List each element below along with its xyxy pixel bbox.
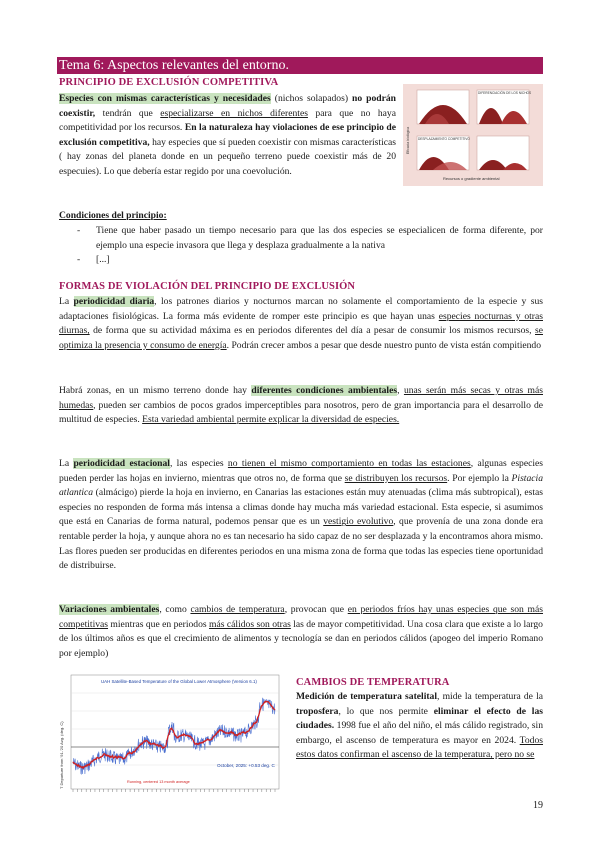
text-span: , algunas especies pueden perder las hojas en invierno, mientras que otros no, de forma que bbox=[59, 458, 544, 484]
paragraph-environmental-variations bbox=[59, 603, 543, 661]
text-span: , los patrones diarios y nocturnos marcan no solamente el comportamiento de la especie y sus adaptaciones fisiológicas. La forma más evidente de romper este principio es que hayan unas bbox=[59, 296, 543, 322]
text-span: Habrá zonas, en un mismo terreno donde hay bbox=[59, 385, 252, 396]
paragraph-environmental-conditions bbox=[59, 384, 543, 428]
bold-text: no podrán coexistir, bbox=[59, 93, 396, 119]
text-span: tendrán que bbox=[95, 107, 161, 119]
highlight-text: periodicidad diaria bbox=[73, 296, 155, 307]
chart-x-ticks bbox=[73, 789, 275, 792]
figure1-x-label: Recursos o gradiente ambiental bbox=[443, 176, 500, 181]
underlined-text: vestigio evolutivo bbox=[323, 516, 394, 528]
temperature-chart-svg bbox=[57, 671, 282, 803]
text-span: de forma que su actividad máxima es en periodos diferentes del día a pesar de consumir los mismos recursos, bbox=[89, 325, 535, 337]
underlined-text: en periodos fríos hay unas especies que son más competitivas bbox=[59, 604, 543, 630]
text-span: La bbox=[59, 458, 74, 469]
paragraph-exclusion bbox=[59, 92, 396, 180]
text-span: , que provenía de una zona donde era rentable perder la hoja, y aunque ahora no es tan necesario ha sido capaz de no ser desplazada y la encontramos ahora mismo. Las flores pueden ser producidas en diferentes periodos en una misma zona de forma que todas las especies tiene oportunidad de distribuirse. bbox=[59, 516, 543, 572]
section-heading-temperature: CAMBIOS DE TEMPERATURA bbox=[296, 677, 450, 688]
figure1-label-mid-left: DESPLAZAMIENTO COMPETITIVO bbox=[418, 137, 470, 141]
chart-title bbox=[101, 679, 257, 684]
text-span: , mide la temperatura de la bbox=[437, 691, 543, 702]
bold-text: En la naturaleza hay violaciones de ese principio de exclusión competitiva, bbox=[59, 122, 396, 148]
text-span: , las especies bbox=[169, 458, 228, 469]
text-span: para que no haya competitividad por los recursos. bbox=[59, 107, 396, 134]
running-average-label: Running, centered 13 month average bbox=[127, 780, 190, 784]
underlined-text: se distribuyen los recursos bbox=[344, 472, 448, 484]
bullet-dash: - bbox=[77, 254, 81, 265]
italic-text: Pistacia atlantica bbox=[59, 472, 543, 499]
satellite-temperature-figure bbox=[57, 671, 282, 803]
text-span: 1998 fue el año del niño, el más cálido registrado, sin embargo, el ascenso de temperatura es mayor en 2024. bbox=[296, 720, 543, 746]
text-span: hay especies que sí pueden coexistir con mismas características ( hay zonas del planeta donde en un pequeño terreno puede coexistir más de 20 especuies). Lo que debería estar regido por una coevolución. bbox=[59, 136, 396, 177]
conditions-label: Condiciones del principio: bbox=[59, 210, 167, 221]
highlight-text: Especies con mismas características y necesidades bbox=[59, 93, 271, 104]
text-span: . Podrán crecer ambos a pesar que desde nuestro punto de vista están compitiendo bbox=[226, 339, 542, 351]
paragraph-daily-periodicity bbox=[59, 295, 543, 353]
text-span: (almácigo) pierde la hoja en invierno, en Canarias las estaciones están muy atenuadas (clima más subtropical), estas especies no responden de forma más intensa a climas donde hay mucha más variedad estacional. Esta especie, si asumimos que está en Canarias de forma natural, podemos pensar que es un bbox=[59, 487, 543, 528]
text-span: , pueden ser cambios de pocos grados imperceptibles para nosotros, pero de gran importancia para el desarrollo de multitud de especies. bbox=[59, 399, 543, 426]
condition-item-1 bbox=[77, 224, 543, 254]
underlined-text: especializarse en nichos diferentes bbox=[160, 107, 308, 119]
text-span: las de mayor competitividad. Una cosa clara que existe a lo largo de los últimos años es que el crecimiento de alimentos y tecnología se dan en periodos cálidos (apogeo del imperio Romano por ejemplo) bbox=[59, 618, 543, 659]
text-span: , provocan que bbox=[284, 604, 348, 615]
text-span: , lo que nos permite bbox=[338, 705, 434, 717]
figure1-y-label: Eficacia biológica bbox=[406, 126, 410, 154]
condition-text: [...] bbox=[96, 254, 110, 265]
condition-text: Tiene que haber pasado un tiempo necesario para que las dos especies se especialicen de forma diferente, por ejemplo una especie invasora que llega y desplaza gradualmente a la nativa bbox=[96, 225, 543, 251]
highlight-text: diferentes condiciones ambientales bbox=[251, 385, 398, 396]
underlined-text: unas serán más secas y otras más humedas bbox=[59, 385, 543, 411]
chart-title-text: UAH Satellite-Based Temperature of the Global Lower Atmosphere (Version 6.1) bbox=[101, 679, 257, 684]
figure1-label-top-right: DIFERENCIACIÓN DE LOS NICHOS bbox=[478, 91, 532, 95]
underlined-text: Todos estos datos confirman el ascenso de la temperatura, pero no se bbox=[296, 734, 543, 761]
chart-annotation: October, 2025: +0.53 deg. C bbox=[217, 763, 275, 768]
text-span: mientras que en periodos bbox=[108, 618, 210, 630]
text-span: La bbox=[59, 296, 74, 307]
highlight-text: Variaciones ambientales bbox=[59, 604, 160, 615]
page-title: Tema 6: Aspectos relevantes del entorno. bbox=[57, 57, 543, 74]
highlight-text: periodicidad estacional bbox=[73, 458, 170, 469]
underlined-text: Esta variedad ambiental permite explicar la diversidad de especies. bbox=[142, 414, 400, 426]
page-number: 19 bbox=[533, 800, 543, 811]
underlined-text: cambios de temperatura bbox=[190, 604, 285, 615]
text-span: , bbox=[397, 385, 404, 396]
niche-diagram-svg bbox=[403, 84, 543, 186]
section-heading-exclusion: PRINCIPIO DE EXCLUSIÓN COMPETITIVA bbox=[59, 77, 279, 88]
paragraph-seasonal-periodicity bbox=[59, 457, 543, 574]
bullet-dash: - bbox=[77, 225, 81, 236]
underlined-text: no tienen el mismo comportamiento en todas las estaciones bbox=[227, 458, 471, 469]
niche-diagram-figure bbox=[403, 84, 543, 186]
underlined-text: especies nocturnas y otras diurnas, bbox=[59, 310, 543, 337]
bold-text: troposfera bbox=[296, 705, 339, 717]
paragraph-temperature-changes bbox=[296, 690, 543, 763]
text-span: (nichos solapados) bbox=[270, 93, 352, 104]
text-span: . Por ejemplo la bbox=[447, 472, 512, 484]
underlined-text: más cálidos son otras bbox=[209, 618, 291, 630]
text-span: , como bbox=[159, 604, 191, 615]
condition-item-2 bbox=[77, 253, 543, 268]
bold-text: Medición de temperatura satelital bbox=[296, 691, 438, 702]
underlined-text: se optimiza la presencia y consumo de energía bbox=[59, 325, 543, 351]
bold-text: eliminar el efecto de las ciudades. bbox=[296, 705, 543, 732]
section-heading-violation: FORMAS DE VIOLACIÓN DEL PRINCIPIO DE EXCLUSIÓN bbox=[59, 281, 356, 292]
chart-y-label: T Departure from '91-'20 Avg. (deg. C) bbox=[59, 721, 64, 789]
